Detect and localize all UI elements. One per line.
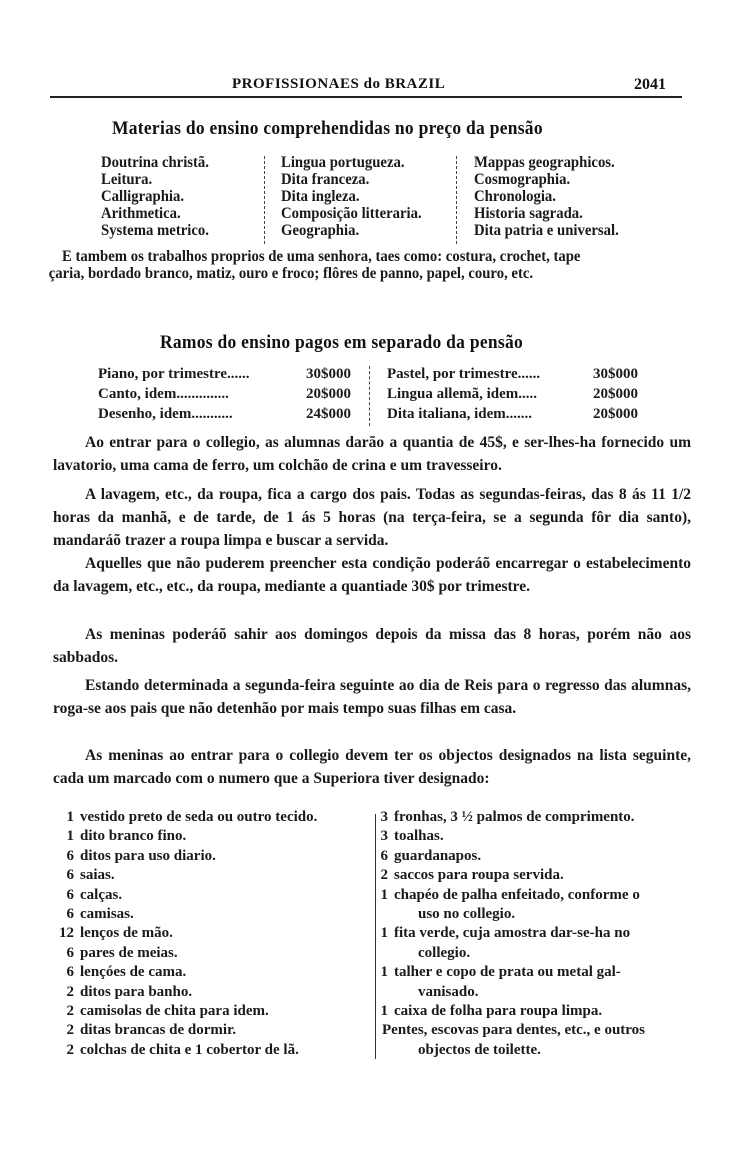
fee-amount: 20$000 <box>306 386 351 402</box>
list-item <box>52 905 317 924</box>
list-item <box>366 808 645 827</box>
crafts-note-line-2: çaria, bordado branco, matiz, ouro e froco; flôres de panno, papel, couro, etc. <box>48 265 534 282</box>
item-text: calças. <box>80 886 123 903</box>
subjects-column-3 <box>474 154 619 239</box>
item-text: camisolas de chita para idem. <box>80 1003 269 1020</box>
fee-row <box>98 384 358 404</box>
subject-item: Composição litteraria. <box>281 205 422 222</box>
list-item <box>52 847 317 866</box>
item-quantity: 2 <box>66 1003 74 1020</box>
paragraph-text: Ao entrar para o collegio, as alumnas darão a quantia de 45$, e ser-lhes-ha fornecido um lavatorio, uma cama de ferro, um colchão de crina e um travesseiro. <box>53 434 691 474</box>
fee-row <box>387 364 657 384</box>
paragraph-text: Estando determinada a segunda-feira seguinte ao dia de Reis para o regresso das alumnas, roga-se aos pais que não detenhão por mais tempo suas filhas em casa. <box>53 677 691 717</box>
subject-item: Leitura. <box>101 171 153 188</box>
item-text: saccos para roupa servida. <box>394 867 564 884</box>
item-text: fronhas, 3 ½ palmos de comprimento. <box>394 809 635 825</box>
subjects-column-2 <box>281 154 422 239</box>
item-text: toalhas. <box>394 828 444 845</box>
paragraph-sunday-outings <box>53 623 691 669</box>
item-quantity: 1 <box>66 828 74 845</box>
fee-amount: 20$000 <box>593 406 638 422</box>
list-item <box>52 1041 317 1060</box>
subject-item: Doutrina christã. <box>101 154 209 171</box>
fee-label: Lingua allemã, idem..... <box>387 386 538 402</box>
list-item-continuation: uso no collegio. <box>418 906 516 923</box>
subject-item: Cosmographia. <box>474 171 571 188</box>
item-quantity: 6 <box>66 886 74 903</box>
list-item <box>366 866 645 885</box>
paragraph-text: Aquelles que não puderem preencher esta condição poderáõ encarregar o estabelecimento da lavagem, etc., etc., da roupa, mediante a quantiade 30$ por trimestre. <box>53 555 691 595</box>
header-rule <box>50 96 682 98</box>
item-text: pares de meias. <box>80 944 178 961</box>
item-text: Pentes, escovas para dentes, etc., e outros <box>382 1022 646 1039</box>
item-quantity: 2 <box>380 867 388 884</box>
item-text: lenços de mão. <box>80 925 173 942</box>
paragraph-text: As meninas ao entrar para o collegio devem ter os objectos designados na lista seguinte, cada um marcado com o numero que a Superiora tiver designado: <box>53 747 691 787</box>
list-item <box>52 924 317 943</box>
section-title-paid-subjects: Ramos do ensino pagos em separado da pensão <box>160 332 523 353</box>
subject-item: Mappas geographicos. <box>474 154 615 171</box>
item-quantity: 6 <box>66 847 74 864</box>
item-quantity: 3 <box>380 828 388 845</box>
item-quantity: 12 <box>59 925 74 942</box>
item-text: camisas. <box>80 906 134 923</box>
section-title-included-subjects: Materias do ensino comprehendidas no preço da pensão <box>112 118 543 139</box>
bracket-divider <box>369 366 370 426</box>
paragraph-laundry-service <box>53 552 691 598</box>
list-item <box>52 1002 317 1021</box>
running-header-title: PROFISSIONAES do BRAZIL <box>232 76 446 92</box>
items-list-right <box>366 808 645 1060</box>
subject-item: Historia sagrada. <box>474 205 583 222</box>
list-item <box>366 827 645 846</box>
fee-label: Desenho, idem........... <box>98 406 233 422</box>
fee-label: Canto, idem.............. <box>98 386 229 402</box>
list-item <box>366 924 645 943</box>
list-item <box>366 886 645 905</box>
fee-amount: 20$000 <box>593 386 638 402</box>
item-text: fita verde, cuja amostra dar-se-ha no <box>394 925 631 942</box>
fee-amount: 24$000 <box>306 406 351 422</box>
item-quantity: 1 <box>66 809 74 825</box>
subject-item: Chronologia. <box>474 188 556 205</box>
item-quantity: 1 <box>380 886 388 903</box>
item-quantity: 2 <box>66 1041 74 1058</box>
crafts-note-line-1: E tambem os trabalhos proprios de uma senhora, taes como: costura, crochet, tape <box>62 248 581 265</box>
item-quantity: 1 <box>380 1003 388 1020</box>
list-item <box>52 983 317 1002</box>
item-quantity: 1 <box>380 925 388 942</box>
item-quantity: 2 <box>66 983 74 1000</box>
fees-right <box>387 364 657 424</box>
item-text: ditos para uso diario. <box>80 847 216 864</box>
fee-row <box>98 364 358 384</box>
item-text: lençóes de cama. <box>80 964 187 981</box>
item-quantity: 6 <box>66 906 74 923</box>
paragraph-text: A lavagem, etc., da roupa, fica a cargo dos pais. Todas as segundas-feiras, das 8 ás 11 1/2 horas da manhã, e de tarde, de 1 ás 5 horas (na terça-feira, se a segunda fôr dia santo), mandaráõ trazer a roupa limpa e buscar a servida. <box>53 486 691 549</box>
list-item <box>366 847 645 866</box>
fee-label: Dita italiana, idem....... <box>387 406 532 422</box>
item-quantity: 6 <box>66 944 74 961</box>
list-item <box>52 1021 317 1040</box>
list-item <box>52 808 317 827</box>
list-item-continuation: collegio. <box>418 944 471 961</box>
item-text: chapéo de palha enfeitado, conforme o <box>394 886 640 903</box>
item-text: colchas de chita e 1 cobertor de lã. <box>80 1041 299 1058</box>
subject-item: Geographia. <box>281 222 360 239</box>
item-text: saias. <box>80 867 115 884</box>
fee-amount: 30$000 <box>593 366 638 382</box>
item-quantity: 3 <box>380 809 388 825</box>
subject-item: Dita patria e universal. <box>474 222 619 239</box>
item-text: ditos para banho. <box>80 983 193 1000</box>
item-text: talher e copo de prata ou metal gal- <box>394 964 621 981</box>
bracket-divider <box>264 156 265 244</box>
list-item <box>52 866 317 885</box>
list-item <box>52 944 317 963</box>
paragraph-laundry <box>53 483 691 552</box>
list-item <box>52 886 317 905</box>
fee-amount: 30$000 <box>306 366 351 382</box>
item-text: guardanapos. <box>394 847 482 864</box>
item-quantity: 6 <box>66 867 74 884</box>
list-item <box>366 1002 645 1021</box>
list-item <box>366 1021 645 1040</box>
item-quantity: 6 <box>380 847 388 864</box>
item-quantity: 6 <box>66 964 74 981</box>
paragraph-text: As meninas poderáõ sahir aos domingos depois da missa das 8 horas, porém não aos sabbados. <box>53 626 691 666</box>
fee-label: Pastel, por trimestre...... <box>387 366 541 382</box>
bracket-divider <box>456 156 457 244</box>
paragraph-return-date <box>53 674 691 720</box>
paragraph-enrollment-fee <box>53 431 691 477</box>
item-quantity: 2 <box>66 1022 74 1039</box>
subject-item: Calligraphia. <box>101 188 185 205</box>
subject-item: Arithmetica. <box>101 205 181 222</box>
item-text: ditas brancas de dormir. <box>80 1022 237 1039</box>
item-text: caixa de folha para roupa limpa. <box>394 1003 603 1020</box>
list-item <box>52 963 317 982</box>
crafts-note <box>48 248 581 282</box>
fees-left <box>98 364 358 424</box>
items-list-left <box>52 808 317 1060</box>
subjects-column-1 <box>101 154 209 239</box>
item-text: dito branco fino. <box>80 828 187 845</box>
item-quantity: 1 <box>380 964 388 981</box>
item-text: vestido preto de seda ou outro tecido. <box>80 809 318 825</box>
fee-row <box>387 384 657 404</box>
list-item <box>52 827 317 846</box>
fee-label: Piano, por trimestre...... <box>98 366 250 382</box>
list-item-continuation: vanisado. <box>418 983 479 1000</box>
list-item-continuation: objectos de toilette. <box>418 1041 541 1058</box>
fee-row <box>98 404 358 424</box>
subject-item: Dita ingleza. <box>281 188 360 205</box>
fee-row <box>387 404 657 424</box>
subject-item: Dita franceza. <box>281 171 370 188</box>
list-item <box>366 963 645 982</box>
subject-item: Lingua portugueza. <box>281 154 405 171</box>
paragraph-required-items <box>53 744 691 790</box>
page-number: 2041 <box>634 76 666 93</box>
subject-item: Systema metrico. <box>101 222 209 239</box>
